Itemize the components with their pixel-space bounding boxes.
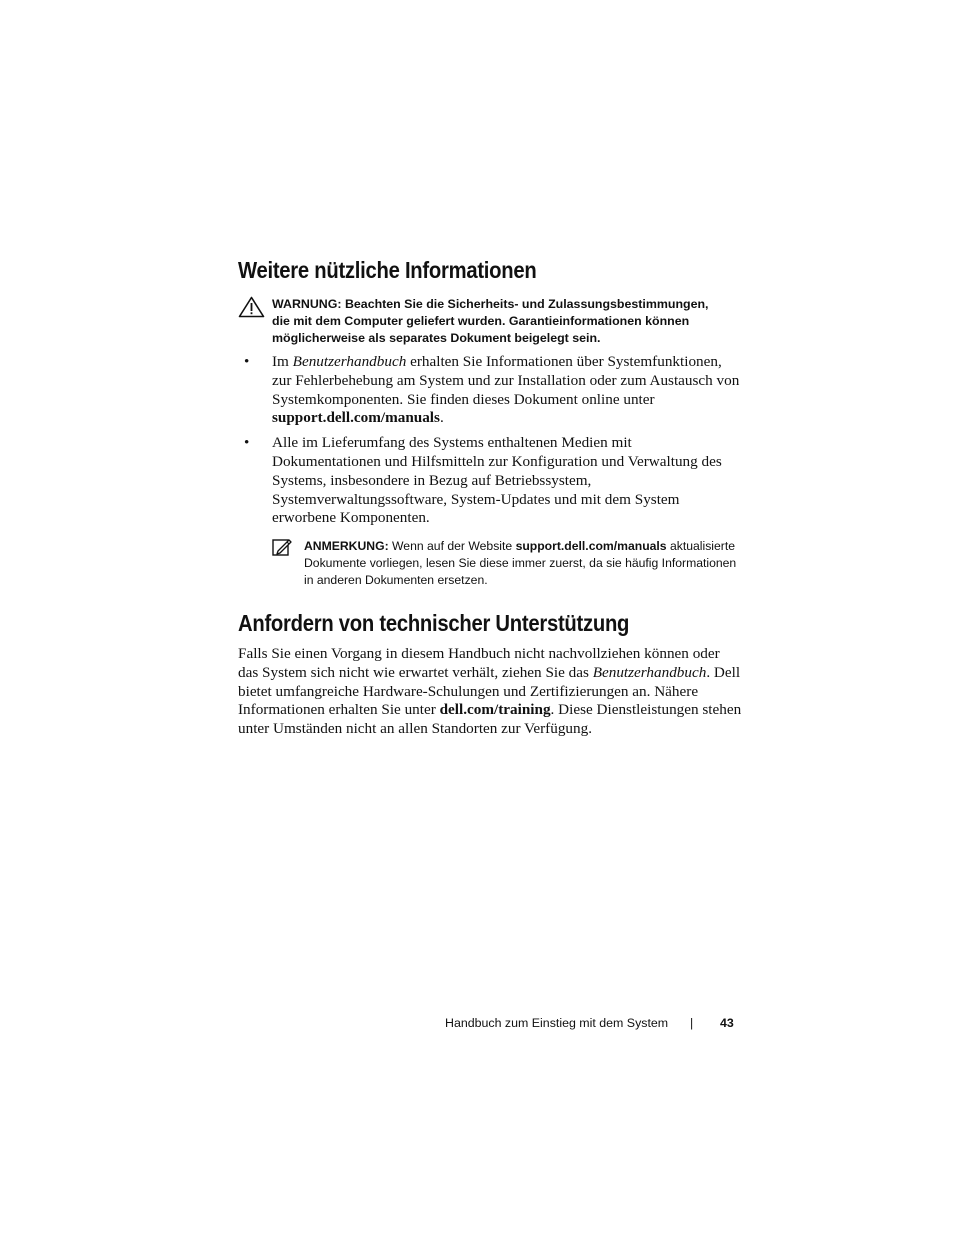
paragraph-text: . Dell bietet umfangreiche Hardware-Schulungen und Zertifizierungen an. Nähere Informationen erhalten Sie unter bbox=[238, 663, 741, 719]
note-label: ANMERKUNG: bbox=[304, 539, 389, 553]
warning-triangle-icon bbox=[238, 296, 265, 318]
section-heading-more-info: Weitere nützliche Informationen bbox=[238, 257, 537, 283]
note-pencil-icon bbox=[272, 538, 292, 556]
support-paragraph bbox=[238, 645, 743, 739]
paragraph-text: Falls Sie einen Vorgang in diesem Handbuch nicht nachvollziehen können oder das System sich nicht wie erwartet verhält, ziehen Sie das bbox=[238, 645, 720, 681]
bullet-text: Alle im Lieferumfang des Systems enthaltenen Medien mit Dokumentationen und Hilfsmitteln zur Konfiguration und Verwaltung des Systems, insbesondere in Bezug auf Betriebssystem, Systemverwaltungssoftware, System-Updates und mit dem System erworbene Komponenten. bbox=[272, 434, 722, 527]
manuals-link[interactable]: support.dell.com/manuals bbox=[272, 409, 440, 427]
manual-title: Benutzerhandbuch bbox=[592, 663, 707, 681]
warning-text-line2: die mit dem Computer geliefert wurden. Garantieinformationen können bbox=[272, 313, 690, 328]
bullet-text: . bbox=[439, 409, 444, 427]
warning-label: WARNUNG: bbox=[272, 297, 342, 311]
footer-separator: | bbox=[690, 1016, 694, 1030]
bullet-icon: • bbox=[244, 353, 250, 370]
training-link[interactable]: dell.com/training bbox=[439, 701, 551, 719]
bullet-text: Im bbox=[272, 353, 293, 370]
list-item bbox=[244, 434, 744, 528]
warning-text-line1: Beachten Sie die Sicherheits- und Zulassungsbestimmungen, bbox=[341, 297, 709, 311]
section-heading-support: Anfordern von technischer Unterstützung bbox=[238, 610, 630, 636]
page-number: 43 bbox=[720, 1016, 734, 1030]
note-manuals-link[interactable]: support.dell.com/manuals bbox=[515, 539, 667, 553]
paragraph-text: . Diese Dienstleistungen stehen unter Umständen nicht an allen Standorten zur Verfügung. bbox=[238, 701, 742, 738]
note-text: aktualisierte Dokumente vorliegen, lesen Sie diese immer zuerst, da sie häufig Informationen in anderen Dokumenten ersetzen. bbox=[304, 539, 737, 588]
bullet-icon: • bbox=[244, 434, 250, 452]
info-bullet-list bbox=[244, 353, 744, 528]
footer-title: Handbuch zum Einstieg mit dem System bbox=[445, 1016, 669, 1030]
bullet-text: erhalten Sie Informationen über Systemfunktionen, zur Fehlerbehebung am System und zur Installation oder zum Austausch von Systemkomponenten. Sie finden dieses Dokument online unter bbox=[272, 353, 740, 408]
manual-title: Benutzerhandbuch bbox=[292, 353, 407, 370]
note-text: Wenn auf der Website bbox=[388, 539, 516, 553]
warning-text-line3: möglicherweise als separates Dokument beigelegt sein. bbox=[272, 330, 601, 345]
list-item bbox=[244, 353, 744, 428]
